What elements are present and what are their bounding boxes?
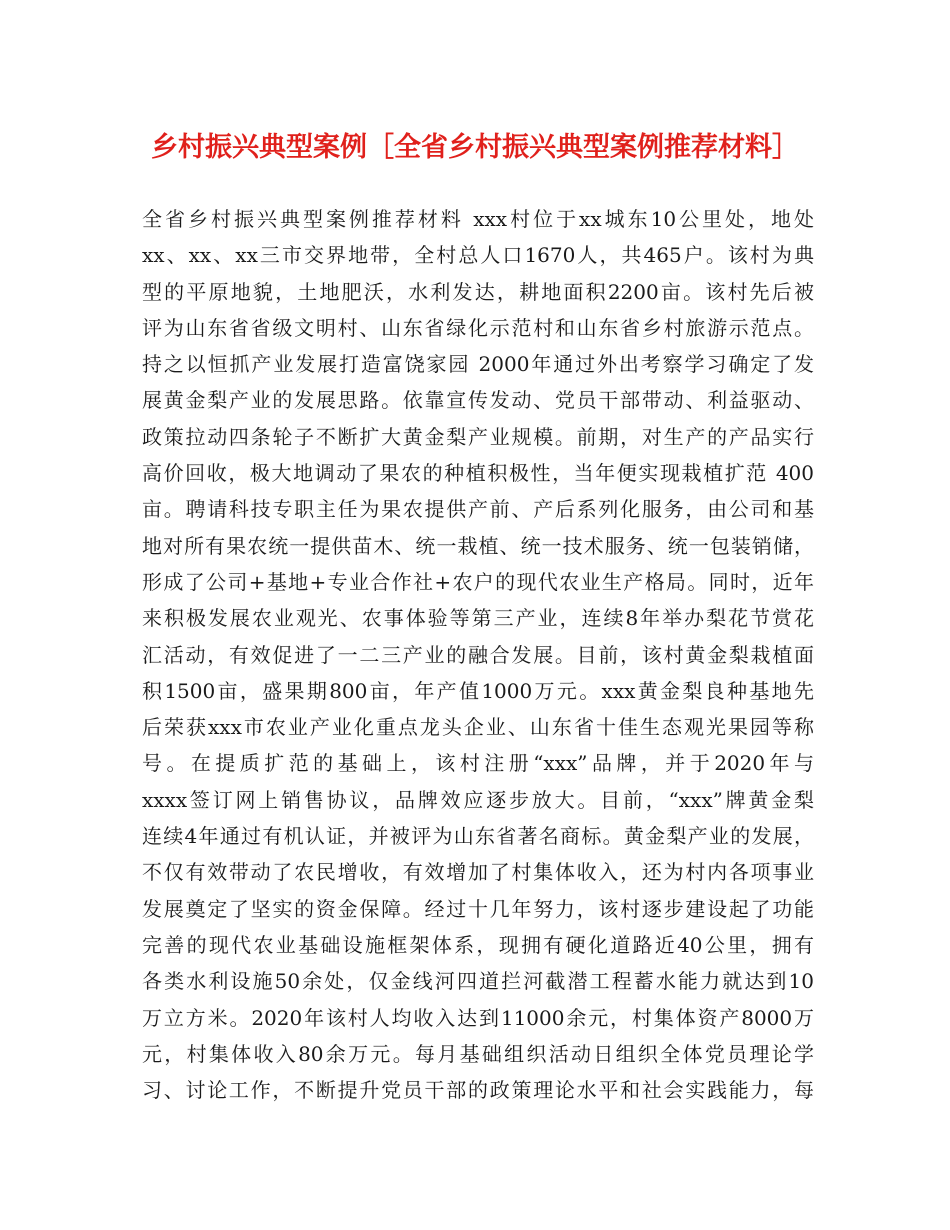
body-line: 连续4年通过有机认证，并被评为山东省著名商标。黄金梨产业的发展， [142,824,814,849]
body-line: xx、xx、xx三市交界地带，全村总人口1670人，共465户。该村为典 [142,243,814,268]
body-line: 高价回收，极大地调动了果农的种植积极性，当年便实现栽植扩范 400 [142,461,814,486]
body-line: 万立方米。2020年该村人均收入达到11000余元，村集体资产8000万 [142,1005,814,1030]
body-line: 元，村集体收入80余万元。每月基础组织活动日组织全体党员理论学 [142,1041,814,1066]
body-line: 不仅有效带动了农民增收，有效增加了村集体收入，还为村内各项事业 [142,860,814,885]
body-line: 各类水利设施50余处，仅金线河四道拦河截潜工程蓄水能力就达到10 [142,969,814,994]
body-line: 发展奠定了坚实的资金保障。经过十几年努力，该村逐步建设起了功能 [142,896,814,921]
body-line: 形成了公司+基地+专业合作社+农户的现代农业生产格局。同时，近年 [142,569,814,594]
body-line: 后荣获xxx市农业产业化重点龙头企业、山东省十佳生态观光果园等称 [142,715,814,740]
body-line: 政策拉动四条轮子不断扩大黄金梨产业规模。前期，对生产的产品实行 [142,424,814,449]
body-line: 完善的现代农业基础设施框架体系，现拥有硬化道路近40公里，拥有 [142,932,814,957]
body-line: 地对所有果农统一提供苗木、统一栽植、统一技术服务、统一包装销储， [142,533,814,558]
body-line: 评为山东省省级文明村、山东省绿化示范村和山东省乡村旅游示范点。 [142,315,814,340]
body-line: 积1500亩，盛果期800亩，年产值1000万元。xxx黄金梨良种基地先 [142,678,814,703]
body-line: 全省乡村振兴典型案例推荐材料 xxx村位于xx城东10公里处，地处 [142,207,814,231]
body-line: 展黄金梨产业的发展思路。依靠宣传发动、党员干部带动、利益驱动、 [142,388,814,413]
body-line: 习、讨论工作，不断提升党员干部的政策理论水平和社会实践能力，每 [142,1078,814,1103]
body-line: 号。在提质扩范的基础上，该村注册“xxx”品牌，并于2020年与 [142,751,814,776]
body-line: 汇活动，有效促进了一二三产业的融合发展。目前，该村黄金梨栽植面 [142,642,814,667]
document-title: 乡村振兴典型案例［全省乡村振兴典型案例推荐材料］ [151,132,799,163]
document-body [142,201,814,1108]
body-line: 亩。聘请科技专职主任为果农提供产前、产后系列化服务，由公司和基 [142,497,814,522]
body-line: 来积极发展农业观光、农事体验等第三产业，连续8年举办梨花节赏花 [142,606,814,631]
body-line: 型的平原地貌，土地肥沃，水利发达，耕地面积2200亩。该村先后被 [142,279,814,304]
body-line: xxxx签订网上销售协议，品牌效应逐步放大。目前，“xxx”牌黄金梨 [142,787,814,812]
body-line: 持之以恒抓产业发展打造富饶家园 2000年通过外出考察学习确定了发 [142,352,814,377]
